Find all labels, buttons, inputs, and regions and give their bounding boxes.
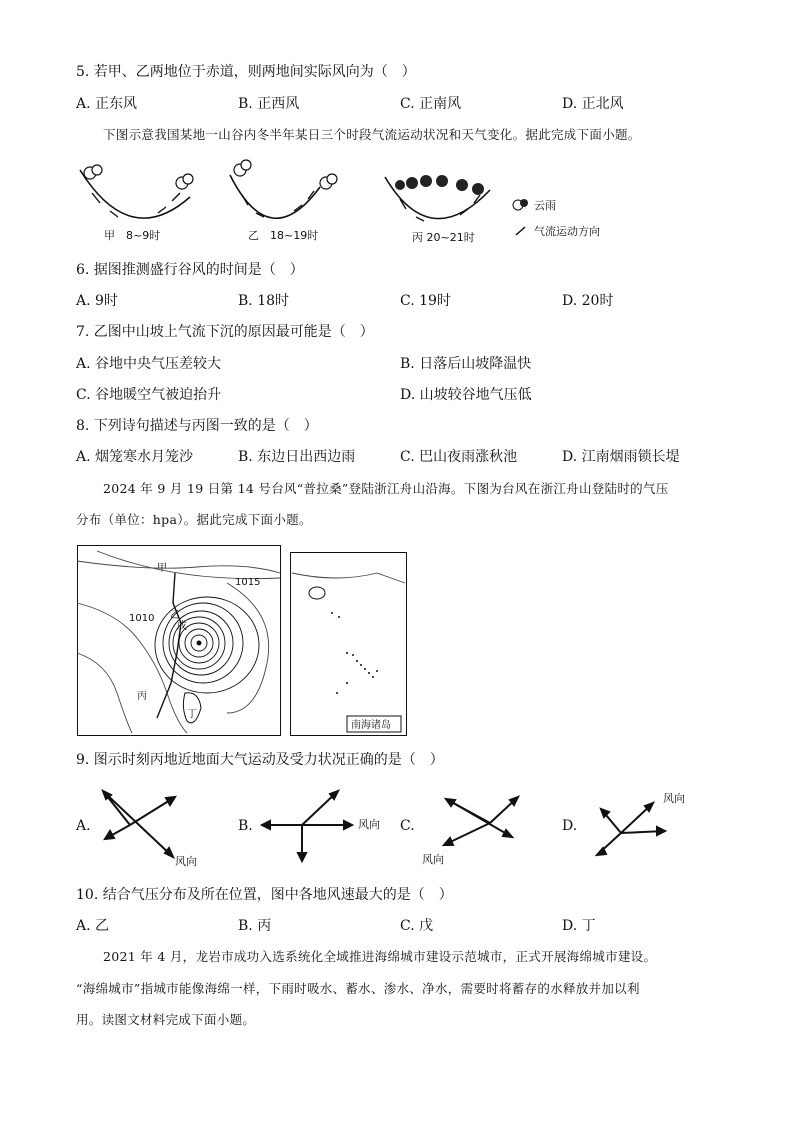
q9-diagram-c <box>420 785 530 865</box>
q9-option-d: D. <box>562 818 578 834</box>
caption-bing: 丙 20~21时 <box>412 231 475 244</box>
q9-option-c: C. <box>400 818 415 834</box>
q9-diagram-a <box>95 785 205 868</box>
q5-option-a: A. 正东风 <box>76 96 138 112</box>
q8-option-c: C. 巴山夜雨涨秋池 <box>400 449 518 465</box>
intro-valley: 下图示意我国某地一山谷内冬半年某日三个时段气流运动状况和天气变化。据此完成下面小题。 <box>103 127 641 142</box>
isobar-1015: 1015 <box>235 577 261 588</box>
intro-typhoon-l2: 分布（单位：hpa）。据此完成下面小题。 <box>76 512 312 527</box>
q6-stem: 6. 据图推测盛行谷风的时间是（ ） <box>76 262 304 278</box>
intro-typhoon-l1: 2024 年 9 月 19 日第 14 号台风“普拉桑”登陆浙江舟山沿海。下图为台风在浙江舟山登陆时的气压 <box>103 481 669 496</box>
q5-option-d: D. 正北风 <box>562 96 624 112</box>
q8-option-d: D. 江南烟雨锁长堤 <box>562 449 680 465</box>
legend-cloud-icon <box>513 199 528 210</box>
typhoon-map <box>77 543 407 738</box>
legend-arrow-icon <box>516 227 525 235</box>
cloud-rain-icon <box>84 160 337 189</box>
q9-option-a: A. <box>76 818 91 834</box>
q7-stem: 7. 乙图中山坡上气流下沉的原因最可能是（ ） <box>76 324 374 340</box>
valley-figure <box>70 155 630 245</box>
legend-airflow-label: 气流运动方向 <box>534 225 600 238</box>
map-label-wu: 戊 <box>177 621 187 632</box>
q9-c-wind-label: 风向 <box>422 853 444 866</box>
q6-option-d: D. 20时 <box>562 293 614 309</box>
q9-diagram-d <box>585 785 695 865</box>
q9-a-wind-label: 风向 <box>175 855 197 868</box>
q10-option-a: A. 乙 <box>76 918 110 934</box>
q7-option-a: A. 谷地中央气压差较大 <box>76 356 222 372</box>
q5-option-b: B. 正西风 <box>238 96 300 112</box>
q8-option-a: A. 烟笼寒水月笼沙 <box>76 449 194 465</box>
inset-caption: 南海诸岛 <box>351 720 391 731</box>
intro-sponge-l3: 用。读图文材料完成下面小题。 <box>76 1012 256 1027</box>
q6-option-b: B. 18时 <box>238 293 290 309</box>
q7-option-c: C. 谷地暖空气被迫抬升 <box>76 387 222 403</box>
intro-sponge-l1: 2021 年 4 月，龙岩市成功入选系统化全域推进海绵城市建设示范城市，正式开展海绵城市建设。 <box>103 949 657 964</box>
q9-d-wind-label: 风向 <box>663 792 685 805</box>
intro-sponge-l2: “海绵城市”指城市能像海绵一样，下雨时吸水、蓄水、渗水、净水，需要时将蓄存的水释放并加以利 <box>76 981 640 996</box>
q7-option-d: D. 山坡较谷地气压低 <box>400 387 532 403</box>
map-label-bing: 丙 <box>137 691 147 702</box>
q10-option-c: C. 戊 <box>400 918 434 934</box>
q8-option-b: B. 东边日出西边雨 <box>238 449 356 465</box>
isobar-1010: 1010 <box>129 613 155 624</box>
q10-option-b: B. 丙 <box>238 918 272 934</box>
map-label-ding: 丁 <box>187 709 197 720</box>
caption-jia: 甲 8~9时 <box>104 229 161 242</box>
q5-stem: 5. 若甲、乙两地位于赤道，则两地间实际风向为（ ） <box>76 64 416 80</box>
q10-stem: 10. 结合气压分布及所在位置，图中各地风速最大的是（ ） <box>76 887 453 903</box>
map-label-yi: 乙 <box>170 610 180 621</box>
q9-b-wind-label: 风向 <box>358 818 380 831</box>
q6-option-a: A. 9时 <box>76 293 118 309</box>
q9-diagram-b <box>258 785 398 865</box>
legend-cloud-label: 云雨 <box>534 199 556 212</box>
q6-option-c: C. 19时 <box>400 293 451 309</box>
map-label-jia: 甲 <box>157 563 167 574</box>
q9-option-b: B. <box>238 818 253 834</box>
q5-option-c: C. 正南风 <box>400 96 462 112</box>
q9-stem: 9. 图示时刻丙地近地面大气运动及受力状况正确的是（ ） <box>76 752 444 768</box>
caption-yi: 乙 18~19时 <box>248 229 319 242</box>
q7-option-b: B. 日落后山坡降温快 <box>400 356 532 372</box>
q10-option-d: D. 丁 <box>562 918 596 934</box>
q8-stem: 8. 下列诗句描述与丙图一致的是（ ） <box>76 418 318 434</box>
